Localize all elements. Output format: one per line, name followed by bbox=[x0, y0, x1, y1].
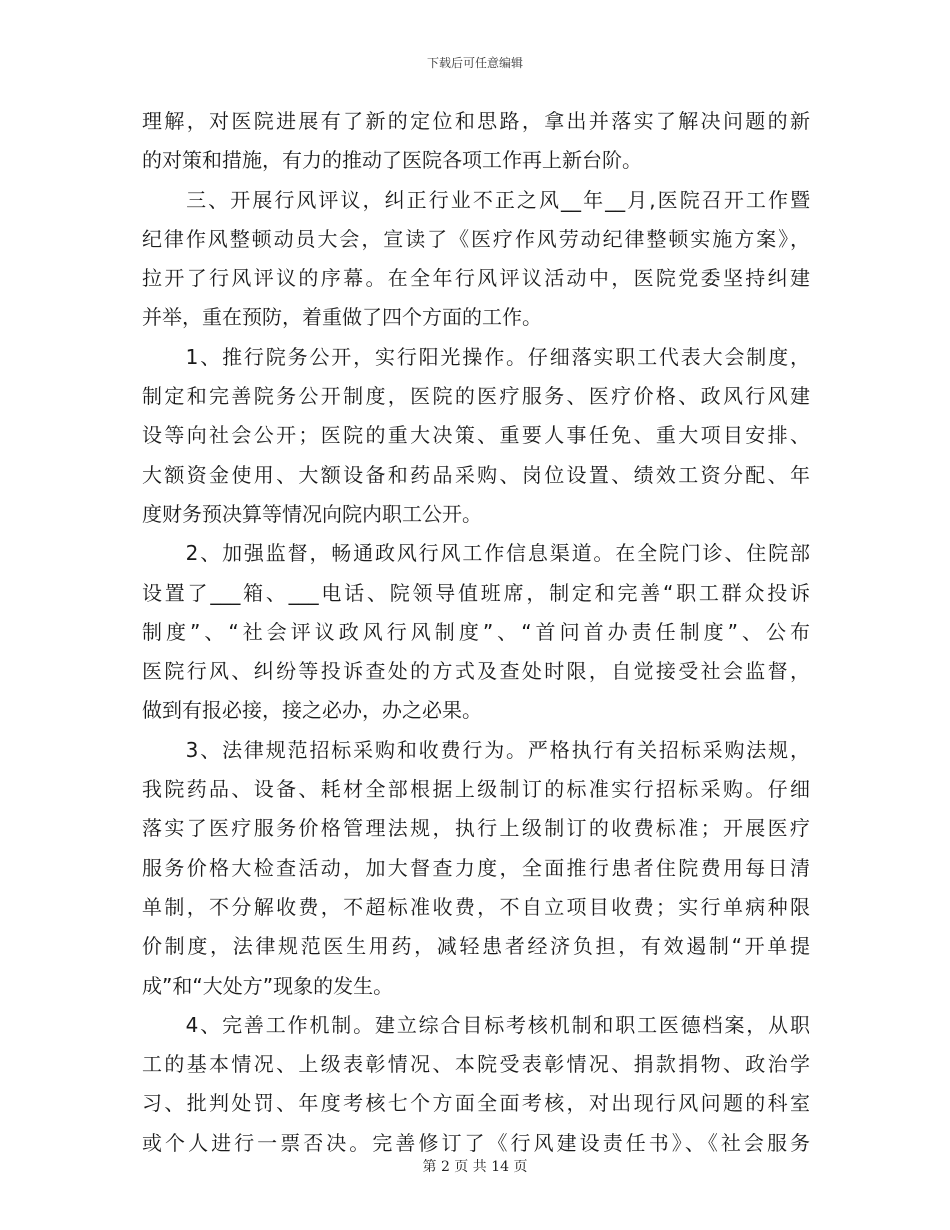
text-line: 制度”、“社会评议政风行风制度”、“首问首办责任制度”、公布 bbox=[142, 619, 810, 644]
text-line: 做到有报必接，接之必办，办之必果。 bbox=[142, 698, 482, 723]
text-line: 4、完善工作机制。建立综合目标考核机制和职工医德档案，从职 bbox=[142, 1012, 810, 1037]
page-header: 下载后可任意编辑 bbox=[426, 56, 523, 70]
text-line: 的对策和措施，有力的推动了医院各项工作再上新台阶。 bbox=[142, 148, 642, 173]
text-line: 设置了___箱、___电话、院领导值班席，制定和完善“职工群众投诉 bbox=[142, 580, 810, 605]
text-line: 2、加强监督，畅通政风行风工作信息渠道。在全院门诊、住院部 bbox=[142, 541, 810, 566]
text-line: 度财务预决算等情况向院内职工公开。 bbox=[142, 501, 482, 526]
text-line: 1、推行院务公开，实行阳光操作。仔细落实职工代表大会制度， bbox=[142, 344, 810, 369]
text-line: 成”和“大处方”现象的发生。 bbox=[142, 973, 394, 998]
text-line: 三、开展行风评议，纠正行业不正之风__年__月,医院召开工作暨 bbox=[142, 187, 810, 212]
text-line: 并举，重在预防，着重做了四个方面的工作。 bbox=[142, 305, 542, 330]
text-line: 3、法律规范招标采购和收费行为。严格执行有关招标采购法规， bbox=[142, 737, 810, 762]
text-line: 服务价格大检查活动，加大督查力度，全面推行患者住院费用每日清 bbox=[142, 855, 810, 880]
text-line: 理解，对医院进展有了新的定位和思路，拿出并落实了解决问题的新 bbox=[142, 109, 810, 133]
text-line: 习、批判处罚、年度考核七个方面全面考核，对出现行风问题的科室 bbox=[142, 1091, 810, 1116]
text-line: 工的基本情况、上级表彰情况、本院受表彰情况、捐款捐物、政治学 bbox=[142, 1052, 810, 1077]
text-line: 单制，不分解收费，不超标准收费，不自立项目收费；实行单病种限 bbox=[142, 894, 810, 919]
text-line: 或个人进行一票否决。完善修订了《行风建设责任书》、《社会服务 bbox=[142, 1130, 810, 1155]
document-body bbox=[142, 102, 810, 1163]
text-line: 大额资金使用、大额设备和药品采购、岗位设置、绩效工资分配、年 bbox=[142, 462, 810, 487]
text-line: 纪律作风整顿动员大会，宣读了《医疗作风劳动纪律整顿实施方案》， bbox=[142, 226, 810, 251]
text-line: 制定和完善院务公开制度，医院的医疗服务、医疗价格、政风行风建 bbox=[142, 384, 810, 409]
page-number: 第 2 页 共 14 页 bbox=[422, 1159, 528, 1175]
text-line: 落实了医疗服务价格管理法规，执行上级制订的收费标准；开展医疗 bbox=[142, 816, 810, 841]
text-line: 设等向社会公开；医院的重大决策、重要人事任免、重大项目安排、 bbox=[142, 423, 810, 448]
text-line: 拉开了行风评议的序幕。在全年行风评议活动中，医院党委坚持纠建 bbox=[142, 266, 810, 291]
text-line: 价制度，法律规范医生用药，减轻患者经济负担，有效遏制“开单提 bbox=[142, 934, 810, 959]
text-line: 医院行风、纠纷等投诉查处的方式及查处时限，自觉接受社会监督， bbox=[142, 659, 810, 684]
text-line: 我院药品、设备、耗材全部根据上级制订的标准实行招标采购。仔细 bbox=[142, 777, 810, 802]
